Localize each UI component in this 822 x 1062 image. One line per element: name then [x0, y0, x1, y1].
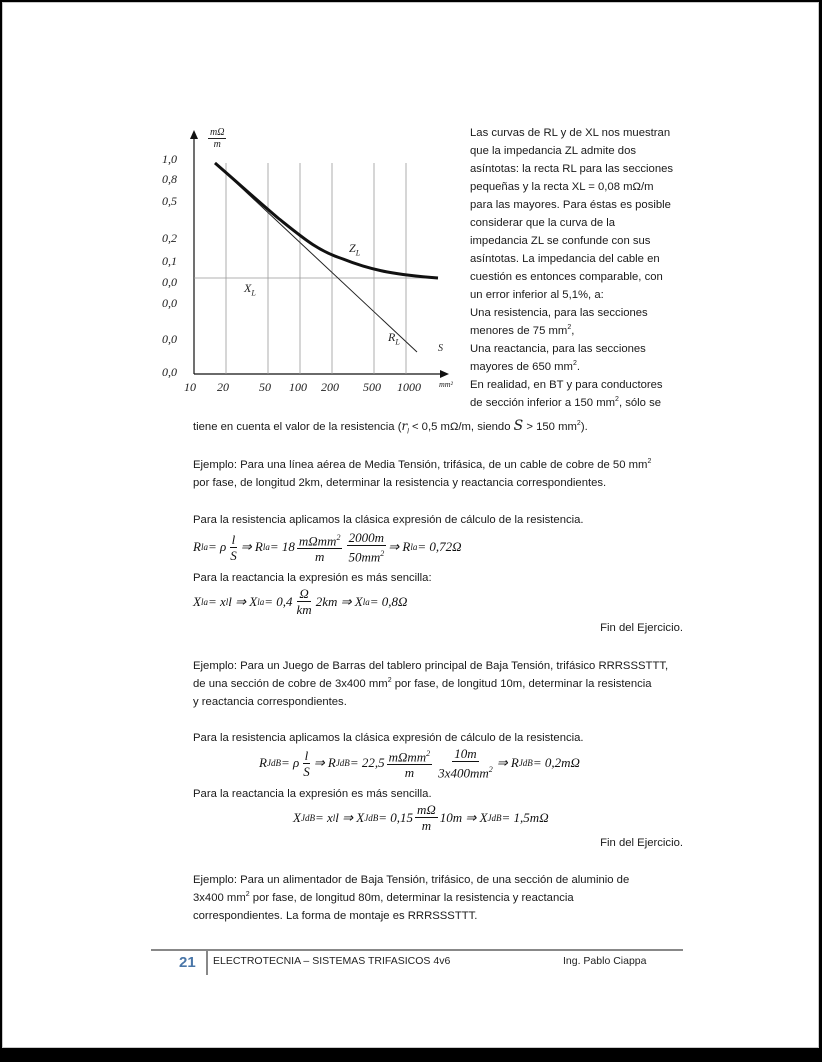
y-unit-numerator: mΩ — [210, 127, 225, 138]
side-line: mayores de 650 $mm^2$. — [470, 360, 581, 373]
example2-res-intro: Para la resistencia aplicamos la clásica expresión de cálculo de la resistencia. — [193, 732, 584, 744]
y-tick: 0,2 — [162, 231, 177, 245]
y-tick: 0,1 — [162, 254, 177, 268]
example2-line1: Ejemplo: Para un Juego de Barras del tablero principal de Baja Tensión, trifásico RRRSSSTTT, — [193, 660, 669, 672]
side-line: considerar que la curva de la — [470, 217, 616, 229]
side-line: menores de 75 $mm^2$, — [470, 324, 575, 337]
example1-res-intro: Para la resistencia aplicamos la clásica expresión de cálculo de la resistencia. — [193, 514, 584, 526]
chart-plot-area — [153, 123, 473, 403]
x-tick: 500 — [363, 380, 381, 394]
x-tick: 50 — [259, 380, 271, 394]
side-line: asíntotas: la recta RL para las secciones — [470, 163, 674, 175]
y-tick: 0,8 — [162, 172, 177, 186]
footer-vertical-divider — [206, 949, 208, 975]
x-tick: 1000 — [397, 380, 421, 394]
y-tick: 1,0 — [162, 152, 177, 166]
impedance-chart — [153, 123, 473, 403]
side-line: En realidad, en BT y para conductores — [470, 379, 663, 391]
example1-line1: Ejemplo: Para una línea aérea de Media Tensión, trifásica, de un cable de cobre de 50 $mm^2$ — [193, 458, 652, 471]
footer-divider — [151, 949, 683, 951]
side-line: un error inferior al 5,1%, a: — [470, 289, 604, 301]
side-line: asíntotas. La impedancia del cable en — [470, 253, 660, 265]
side-line: que la impedancia ZL admite dos — [470, 145, 636, 157]
y-tick: 0,0 — [162, 296, 177, 310]
s-axis-label: S — [438, 343, 443, 354]
rl-label: $R_L$ — [388, 330, 400, 347]
y-tick: 0,0 — [162, 275, 177, 289]
y-tick: 0,0 — [162, 332, 177, 346]
example1-resistance-equation: R la = ρ $\frac{l}{S}$ ⇒ R la = 18 $\frac{m\Omega mm^2}{m}$ $\frac{2000m}{50mm^2}$ ⇒ R la = 0,72Ω — [193, 530, 462, 565]
example2-react-intro: Para la reactancia la expresión es más sencilla. — [193, 788, 432, 800]
zl-label: $Z_L$ — [349, 241, 361, 258]
xl-label: $X_L$ — [244, 281, 256, 298]
side-line: Una resistencia, para las secciones — [470, 307, 648, 319]
example3-line1: Ejemplo: Para un alimentador de Baja Tensión, trifásico, de una sección de aluminio de — [193, 874, 630, 886]
side-line: pequeñas y la recta XL = 0,08 mΩ/m — [470, 181, 654, 193]
footer-title: ELECTROTECNIA – SISTEMAS TRIFASICOS 4v6 — [213, 955, 451, 967]
x-tick: 20 — [217, 380, 229, 394]
x-tick: 200 — [321, 380, 339, 394]
side-line: para las mayores. Para éstas es posible — [470, 199, 671, 211]
y-tick: 0,5 — [162, 194, 177, 208]
side-line: Una reactancia, para las secciones — [470, 343, 646, 355]
side-line: de sección inferior a 150 $mm^2$, sólo se — [470, 396, 662, 409]
example2-line2: de una sección de cobre de 3x400 $mm^2$ por fase, de longitud 10m, determinar la resistencia — [193, 677, 652, 690]
page-number: 21 — [179, 954, 196, 971]
y-unit-label — [208, 127, 226, 150]
paragraph-resistance-note: tiene en cuenta el valor de la resistencia ($r_l < 0,5$ mΩ/m, siendo S > 150 $mm^2$). — [193, 418, 588, 436]
y-unit-denominator: m — [213, 139, 221, 150]
x-unit-label: mm² — [439, 380, 453, 389]
x-tick: 10 — [184, 380, 196, 394]
y-tick: 0,0 — [162, 365, 177, 379]
example2-line3: y reactancia correspondientes. — [193, 696, 347, 708]
example3-line2: 3x400 $mm^2$ por fase, de longitud 80m, determinar la resistencia y reactancia — [193, 891, 574, 904]
example1-end: Fin del Ejercicio. — [600, 622, 683, 634]
side-line: impedancia ZL se confunde con sus — [470, 235, 651, 247]
example2-reactance-equation: X JdB = x l l ⇒ X JdB = 0,15 $\frac{m\Omega}{m}$ 10m ⇒ X JdB = 1,5mΩ — [293, 802, 549, 833]
example1-line2: por fase, de longitud 2km, determinar la resistencia y reactancia correspondientes. — [193, 477, 607, 489]
example3-line3: correspondientes. La forma de montaje es RRRSSSTTT. — [193, 910, 478, 922]
example1-react-intro: Para la reactancia la expresión es más sencilla: — [193, 572, 432, 584]
x-tick: 100 — [289, 380, 307, 394]
side-line: Las curvas de RL y de XL nos muestran — [470, 127, 671, 139]
example1-reactance-equation: X la = x l l ⇒ X la = 0,4 $\frac{\Omega}{km}$ 2km ⇒ X la = 0,8Ω — [193, 586, 408, 617]
side-line: cuestión es entonces comparable, con — [470, 271, 663, 283]
example2-resistance-equation: R JdB = ρ $\frac{l}{S}$ ⇒ R JdB = 22,5 $\frac{m\Omega mm^2}{m}$ $\frac{10m}{3x400mm^2}$ ⇒ R JdB = 0,2mΩ — [259, 746, 580, 781]
footer-author: Ing. Pablo Ciappa — [563, 955, 647, 967]
example2-end: Fin del Ejercicio. — [600, 837, 683, 849]
document-page — [2, 2, 819, 1048]
